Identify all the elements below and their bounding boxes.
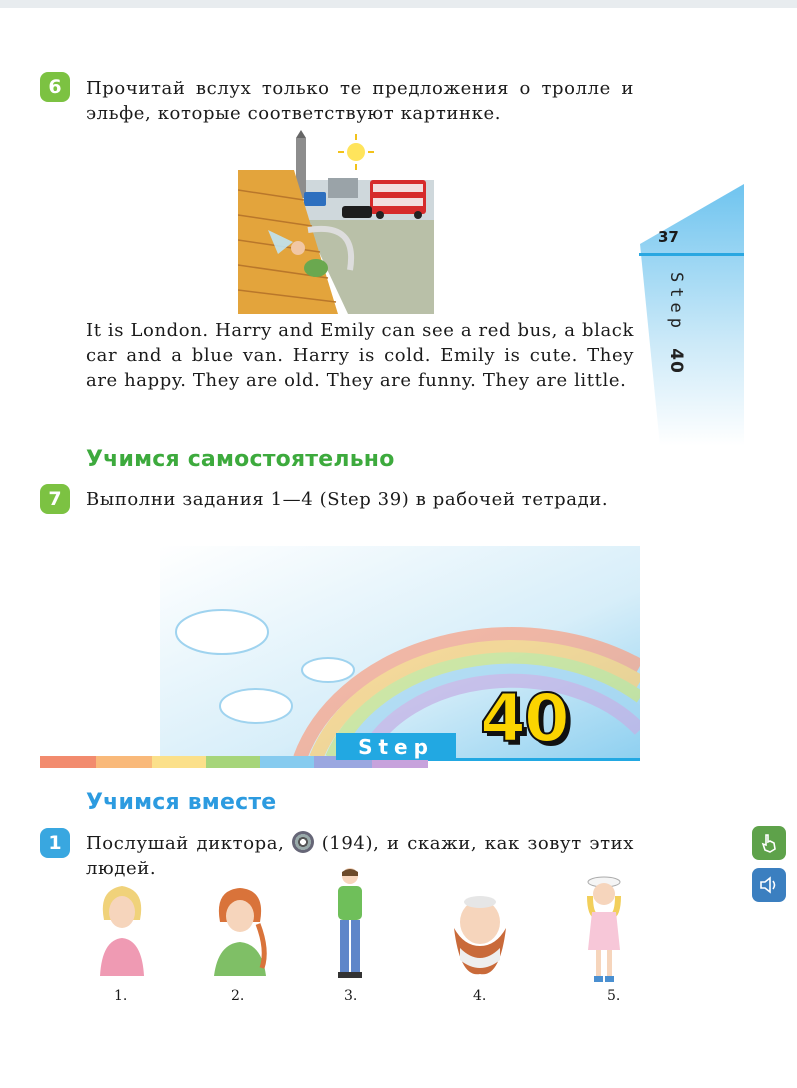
section-heading-independent: Учимся самостоятельно: [86, 447, 395, 472]
person-1-label: 1.: [114, 988, 128, 1004]
london-illustration: [238, 130, 434, 314]
step-tab: Step: [336, 733, 456, 760]
side-step-number: 40: [666, 348, 686, 374]
side-step-word: Step: [666, 272, 686, 333]
person-5-label: 5.: [607, 988, 621, 1004]
person-2-label: 2.: [231, 988, 245, 1004]
stripe-segment: [152, 756, 206, 768]
stripe-segment: [206, 756, 260, 768]
person-3-label: 3.: [344, 988, 358, 1004]
top-bar: [0, 0, 797, 8]
person-5-picture: [584, 874, 624, 986]
task-7-number-badge: 7: [40, 484, 70, 514]
stripe-segment: [260, 756, 314, 768]
task-1-text-after: (194), и скажи, как зовут этих людей.: [86, 833, 634, 879]
person-2-picture: [208, 880, 272, 980]
stripe-line: [428, 758, 640, 761]
person-4-picture: [440, 888, 520, 978]
task-6-instruction: Прочитай вслух только те предложения о тролле и эльфе, которые соответствуют картинке.: [86, 78, 634, 124]
side-step-label: [666, 272, 686, 374]
audio-disc-icon[interactable]: [292, 831, 314, 853]
stripe-segment: [40, 756, 96, 768]
page-number: 37: [658, 228, 679, 246]
step-big-number: 40: [480, 680, 568, 757]
section-heading-together: Учимся вместе: [86, 790, 277, 815]
task-7-instruction: Выполни задания 1—4 (Step 39) в рабочей тетради.: [86, 489, 609, 510]
task-1-number-badge: 1: [40, 828, 70, 858]
task-1-text-before: Послушай диктора,: [86, 833, 285, 854]
person-4-label: 4.: [473, 988, 487, 1004]
rainbow-banner: [160, 546, 640, 758]
person-3-picture: [330, 866, 370, 984]
stripe-segment: [96, 756, 152, 768]
side-tab-gradient: [640, 184, 744, 446]
speaker-icon[interactable]: [752, 868, 786, 902]
reading-text: It is London. Harry and Emily can see a red bus, a black car and a blue van. Harry is cold. Emily is cute. They are happy. They are old. They are funny. They are little.: [86, 320, 634, 391]
hand-pointer-icon[interactable]: [752, 826, 786, 860]
task-6-number-badge: 6: [40, 72, 70, 102]
person-1-picture: [94, 880, 150, 980]
side-divider: [639, 253, 744, 256]
